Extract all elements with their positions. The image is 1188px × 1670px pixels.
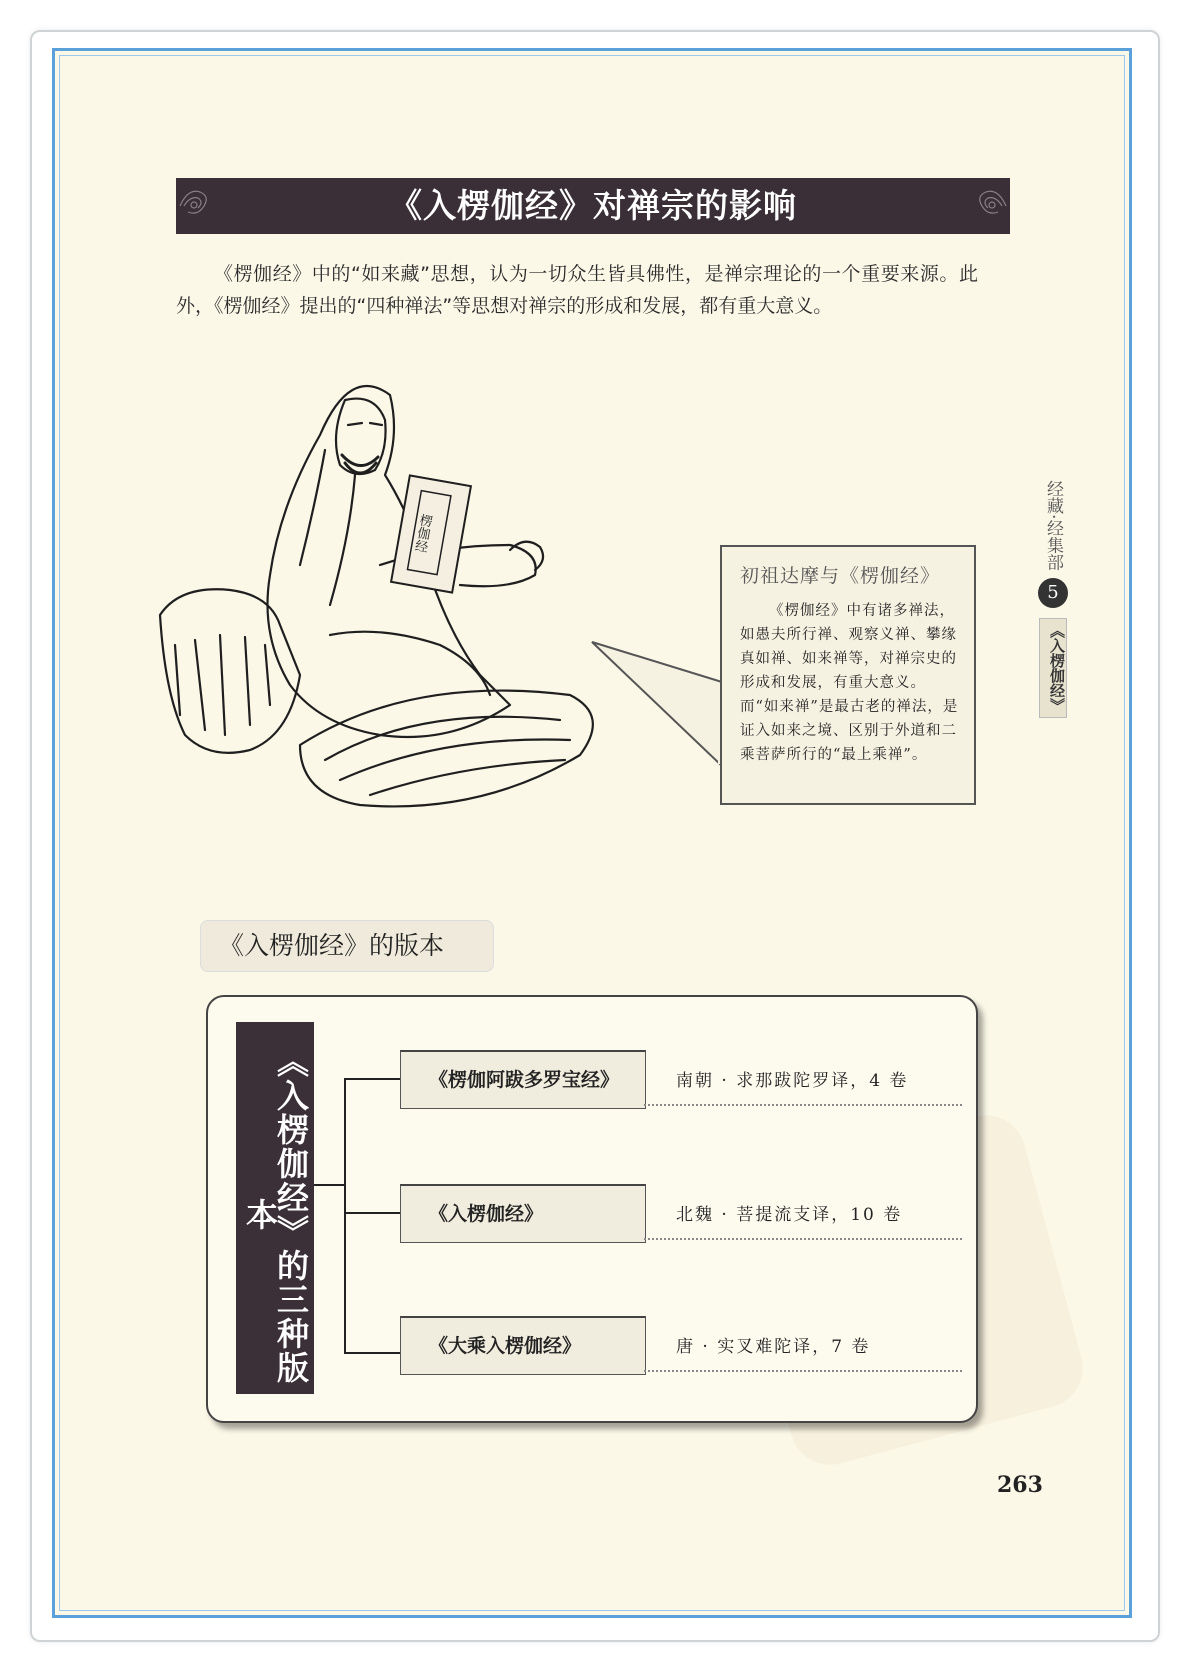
version-desc-1: 南朝 · 求那跋陀罗译，4 卷 xyxy=(676,1071,909,1091)
side-section-label: 经藏·经集部 xyxy=(1043,480,1063,571)
versions-label-text: 《入楞伽经》的三种版本 xyxy=(241,1045,310,1385)
version-name-1: 《楞伽阿跋多罗宝经》 xyxy=(400,1050,646,1109)
side-navigation xyxy=(1036,480,1070,718)
connector-branch-1 xyxy=(344,1078,400,1080)
dotted-rule-3 xyxy=(644,1370,962,1372)
connector-branch-2 xyxy=(344,1212,400,1214)
callout-title: 初祖达摩与《楞伽经》 xyxy=(740,565,941,587)
chapter-number-badge: 5 xyxy=(1038,578,1068,608)
callout-pointer xyxy=(590,636,724,776)
bodhidharma-callout xyxy=(720,545,976,805)
callout-body: 《楞伽经》中有诸多禅法，如愚夫所行禅、观察义禅、攀缘真如禅、如来禅等，对禅宗史的形成和发展，有重大意义。而“如来禅”是最古老的禅法，是证入如来之境、区别于外道和二乘菩萨所行的“最上乘禅”。 xyxy=(740,603,959,763)
section-title: 《入楞伽经》的版本 xyxy=(200,920,494,972)
page-title: 《入楞伽经》对禅宗的影响 xyxy=(389,186,797,225)
page-number: 263 xyxy=(997,1472,1043,1498)
connector-stem xyxy=(314,1184,344,1186)
version-name-2: 《入楞伽经》 xyxy=(400,1184,646,1243)
ornament-left-icon xyxy=(176,178,222,234)
ornament-right-icon xyxy=(964,178,1010,234)
version-desc-2: 北魏 · 菩提流支译，10 卷 xyxy=(676,1205,903,1225)
versions-label xyxy=(236,1022,314,1394)
version-desc-3: 唐 · 实叉难陀译，7 卷 xyxy=(676,1337,871,1357)
intro-paragraph: 《楞伽经》中的“如来藏”思想，认为一切众生皆具佛性，是禅宗理论的一个重要来源。此外，《楞伽经》提出的“四种禅法”等思想对禅宗的形成和发展，都有重大意义。 xyxy=(176,263,978,317)
connector-branch-3 xyxy=(344,1352,400,1354)
connector-trunk xyxy=(344,1078,346,1354)
bodhidharma-illustration xyxy=(150,375,630,845)
version-name-3: 《大乘入楞伽经》 xyxy=(400,1316,646,1375)
dotted-rule-2 xyxy=(644,1238,962,1240)
book-cover-text: 楞伽经 xyxy=(411,512,433,554)
page-title-banner xyxy=(176,178,1010,234)
dotted-rule-1 xyxy=(644,1104,962,1106)
side-tag: 《入楞伽经》 xyxy=(1039,618,1067,718)
